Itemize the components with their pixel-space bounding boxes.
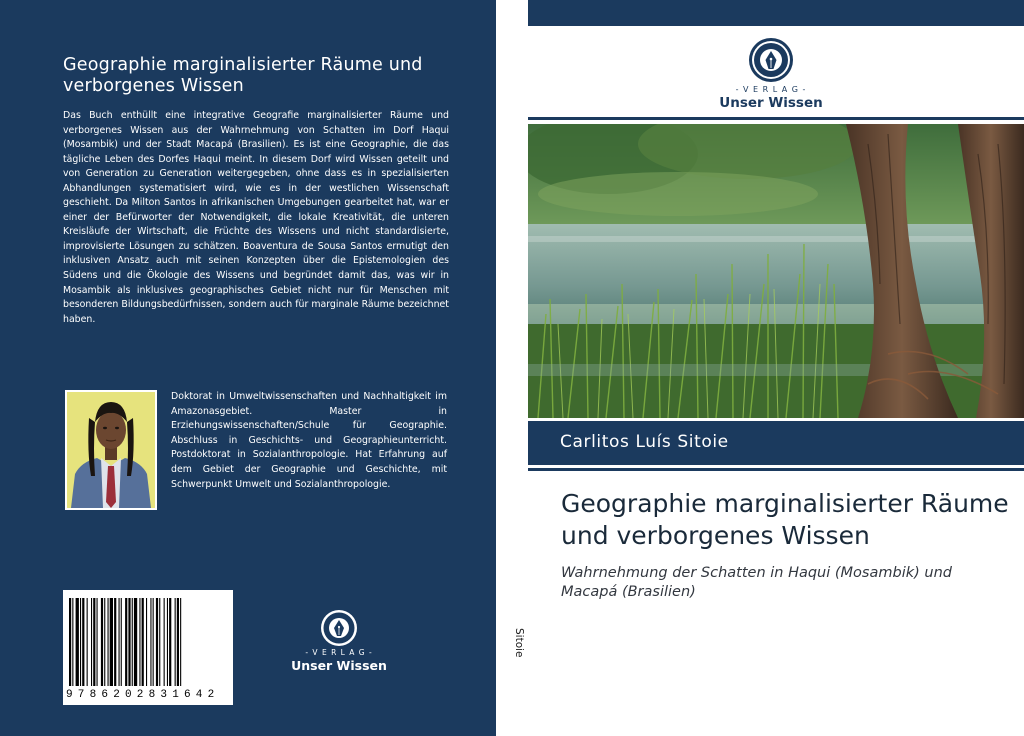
author-portrait-image	[67, 392, 155, 508]
front-author-name: Carlitos Luís Sitoie	[560, 432, 729, 452]
fountain-pen-nib-icon	[718, 36, 824, 86]
front-publisher-logo	[718, 36, 824, 112]
front-top-bar	[528, 0, 1024, 26]
isbn-barcode	[63, 590, 233, 705]
back-cover-blurb: Das Buch enthüllt eine integrative Geografie marginalisierter Räume und verborgenes Wissen aus der Wahrnehmung von Schatten im Dorf Haqui (Mosambik) und der Stadt Macapá (Brasilien). Es ist eine Geographie, die das tägliche Leben des Dorfes Haqui meint. In diesem Dorf wird Wissen geteilt und von Generation zu Generation weitergegeben, ohne dass es in spezialisierten Abhandlungen systematisiert wird, wie es in der westlichen Wissenschaft geschieht. Da Milton Santos in afrikanischen Umgebungen gearbeitet hat, war er einer der Befürworter der Notwendigkeit, die lokale Kreativität, die unteren Kreisläufe der Wirtschaft, die Früchte des Wissens und nicht standardisierte, improvisierte Lösungen zu schätzen. Boaventura de Sousa Santos ermutigt den inklusiven Ansatz auch mit seinen Konzepten über die Epistemologien des Südens und die Ökologie des Wissens und begründet damit das, was wir in Mosambik als inklusives geographisches Gebiet nicht nur für Menschen mit besonderen Bildungsbedürfnissen, sondern auch für marginale Räume bezeichnet haben.	[63, 110, 449, 325]
front-rule-top	[528, 117, 1024, 120]
back-cover	[0, 0, 496, 736]
back-publisher-name: Unser Wissen	[291, 658, 387, 673]
cover-photo	[528, 124, 1024, 418]
back-cover-title: Geographie marginalisierter Räume und verborgenes Wissen	[63, 55, 423, 96]
author-photo	[65, 390, 157, 510]
author-biography: Doktorat in Umweltwissenschaften und Nachhaltigkeit im Amazonasgebiet. Master in Erziehungswissenschaften/Schule für Geographie. Abschluss in Geschichts- und Geographieunterricht. Postdoktorat in Sozialanthropologie. Hat Erfahrung auf dem Gebiet der Geographie und Geschichte, mit Schwerpunkt Umwelt und Sozialanthropologie.	[171, 391, 447, 490]
front-cover-title: Geographie marginalisierter Räume und verborgenes Wissen	[561, 489, 1009, 550]
front-publisher-name: Unser Wissen	[719, 95, 823, 111]
spine-author-surname: Sitoie	[513, 628, 525, 658]
front-verlag-label: - V E R L A G -	[735, 85, 807, 94]
barcode-bars	[63, 590, 233, 690]
front-cover-subtitle: Wahrnehmung der Schatten in Haqui (Mosambik) und Macapá (Brasilien)	[561, 565, 952, 600]
book-spine	[496, 0, 528, 736]
tree-by-water-image	[528, 124, 1024, 418]
front-rule-bottom	[528, 468, 1024, 471]
back-publisher-logo	[290, 608, 388, 678]
back-verlag-label: - V E R L A G -	[305, 648, 373, 657]
isbn-digits: 9786202831642	[66, 689, 220, 701]
author-name-band	[528, 421, 1024, 465]
front-cover	[528, 0, 1024, 736]
